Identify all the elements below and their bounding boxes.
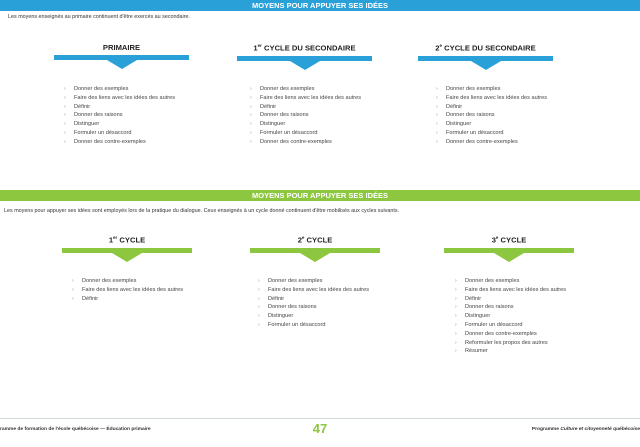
item-list [436, 86, 551, 145]
list-item: › Donner des contre-exemples [250, 138, 332, 145]
list-item: › Donner des raisons [455, 304, 514, 311]
list-item: › Définir [436, 103, 463, 110]
footer-rule [0, 418, 640, 419]
list-item: › Donner des raisons [436, 112, 495, 119]
item-list [258, 278, 378, 328]
list-item: › Donner des raisons [258, 304, 317, 311]
list-item: › Donner des contre-exemples [436, 138, 518, 145]
list-item: › Définir [250, 103, 277, 110]
column-title: 1er CYCLE DU SECONDAIRE [253, 43, 356, 53]
list-item: › Faire des liens avec les idées des autres [64, 94, 176, 101]
section1-banner: MOYENS POUR APPUYER SES IDÉES [0, 0, 640, 11]
list-item: › Faire des liens avec les idées des autres [250, 94, 362, 101]
item-list [72, 278, 192, 302]
list-item: › Faire des liens avec les idées des autres [258, 286, 370, 293]
section2-list-cycle3 [455, 278, 585, 357]
section2-intro: Les moyens pour appuyer ses idées sont employés lors de la pratique du dialogue. Ceux enseignés à un cycle donné continuent d'être mobilisés aux cycles suivants. [4, 208, 400, 214]
list-item: › Donner des raisons [250, 112, 309, 119]
column-title: 2e CYCLE [297, 235, 333, 245]
list-item: › Formuler un désaccord [455, 321, 523, 328]
footer-left: ramme de formation de l'école québécoise — Éducation primaire [0, 427, 151, 432]
section2-col-cycle2 [250, 235, 380, 253]
list-item: › Donner des raisons [64, 112, 123, 119]
list-item: › Faire des liens avec les idées des autres [72, 286, 184, 293]
column-title: PRIMAIRE [102, 43, 141, 52]
list-item: › Faire des liens avec les idées des autres [436, 94, 548, 101]
section2-list-cycle1 [72, 278, 192, 304]
list-item: › Distinguer [64, 121, 100, 128]
title-bar [444, 248, 574, 253]
item-list [250, 86, 365, 145]
list-item: › Distinguer [436, 121, 472, 128]
section1-col-cycle1 [237, 43, 372, 61]
title-bar [418, 56, 553, 61]
column-title: 1er CYCLE [108, 235, 146, 245]
list-item: › Donner des contre-exemples [64, 138, 146, 145]
list-item: › Donner des contre-exemples [455, 330, 537, 337]
list-item: › Donner des exemples [455, 278, 520, 284]
section1-list-cycle2 [436, 86, 551, 148]
section2-col-cycle3 [444, 235, 574, 253]
list-item: › Distinguer [455, 313, 491, 320]
list-item: › Faire des liens avec les idées des autres [455, 286, 567, 293]
list-item: › Donner des exemples [436, 86, 501, 92]
list-item: › Reformuler les propos des autres [455, 339, 548, 346]
footer-right: Programme Culture et citoyenneté québécoise [531, 427, 640, 432]
list-item: › Formuler un désaccord [258, 321, 326, 328]
section2-list-cycle2 [258, 278, 378, 331]
section1-intro: Les moyens enseignés au primaire continuent d'être exercés au secondaire. [8, 14, 191, 20]
title-bar [237, 56, 372, 61]
title-bar [54, 55, 189, 60]
list-item: › Distinguer [250, 121, 286, 128]
list-item: › Résumer [455, 348, 488, 355]
section1-col-cycle2 [418, 43, 553, 61]
section1-list-primaire [64, 86, 179, 148]
list-item: › Donner des exemples [258, 278, 323, 284]
page-number: 47 [312, 421, 328, 436]
list-item: › Formuler un désaccord [436, 129, 504, 136]
list-item: › Définir [455, 295, 482, 302]
item-list [455, 278, 585, 355]
list-item: › Donner des exemples [72, 278, 137, 284]
list-item: › Donner des exemples [64, 86, 129, 92]
column-title: 3e CYCLE [491, 235, 527, 245]
list-item: › Formuler un désaccord [64, 129, 132, 136]
list-item: › Distinguer [258, 313, 294, 320]
title-bar [62, 248, 192, 253]
list-item: › Définir [72, 295, 99, 302]
section1-list-cycle1 [250, 86, 365, 148]
section2-col-cycle1 [62, 235, 192, 253]
section2-banner: MOYENS POUR APPUYER SES IDÉES [0, 190, 640, 201]
list-item: › Définir [64, 103, 91, 110]
item-list [64, 86, 179, 145]
list-item: › Donner des exemples [250, 86, 315, 92]
column-title: 2e CYCLE DU SECONDAIRE [435, 43, 536, 53]
title-bar [250, 248, 380, 253]
section1-col-primaire [54, 43, 189, 60]
list-item: › Définir [258, 295, 285, 302]
list-item: › Formuler un désaccord [250, 129, 318, 136]
